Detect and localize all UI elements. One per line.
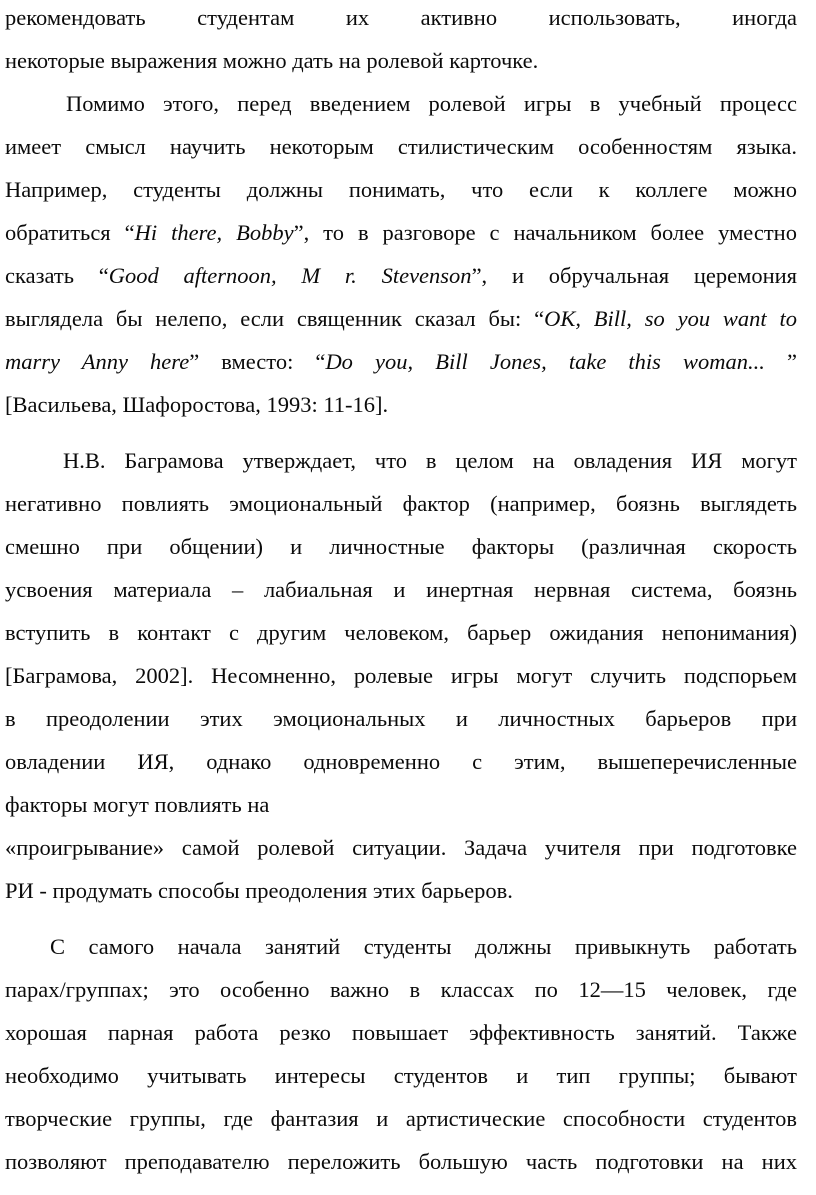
text-line	[5, 261, 797, 291]
text-run: факторы могут повлиять на	[5, 792, 270, 817]
text-run: творческие группы, где фантазия и артистические способности студентов	[5, 1106, 797, 1131]
italic-quote: Do you, Bill Jones, take this woman...	[325, 349, 765, 374]
text-line	[66, 89, 797, 119]
text-run: Н.В. Баграмова утверждает, что в целом на овладения ИЯ могут	[63, 448, 797, 473]
text-line	[5, 833, 797, 863]
text-line	[5, 132, 797, 162]
text-run: парах/группах; это особенно важно в классах по 12—15 человек, где	[5, 977, 797, 1002]
text-run: овладении ИЯ, однако одновременно с этим, вышеперечисленные	[5, 749, 797, 774]
text-line	[5, 1104, 797, 1134]
text-line	[5, 218, 797, 248]
text-line	[5, 1018, 797, 1048]
text-run: «проигрывание» самой ролевой ситуации. Задача учителя при подготовке	[5, 835, 797, 860]
text-line	[5, 618, 797, 648]
text-line	[5, 390, 797, 420]
text-run: хорошая парная работа резко повышает эффективность занятий. Также	[5, 1020, 797, 1045]
text-run: обратиться “	[5, 220, 135, 245]
text-run: ” вместо: “	[189, 349, 326, 374]
text-line	[5, 704, 797, 734]
italic-quote: marry Anny here	[5, 349, 190, 374]
text-run: [Васильева, Шафоростова, 1993: 11-16].	[5, 392, 389, 417]
text-line	[5, 532, 797, 562]
text-line	[5, 175, 797, 205]
text-line	[5, 304, 797, 334]
italic-quote: Hi there, Bobby	[134, 220, 294, 245]
text-line	[5, 747, 797, 777]
italic-quote: Good afternoon, M r. Stevenson	[108, 263, 472, 288]
text-line	[5, 975, 797, 1005]
text-run: РИ - продумать способы преодоления этих барьеров.	[5, 878, 513, 903]
text-line	[50, 932, 797, 962]
text-run: сказать “	[5, 263, 109, 288]
text-run: С самого начала занятий студенты должны привыкнуть работать	[50, 934, 797, 959]
text-line	[5, 3, 797, 33]
text-run: Помимо этого, перед введением ролевой игры в учебный процесс	[66, 91, 797, 116]
text-run: некоторые выражения можно дать на ролевой карточке.	[5, 48, 539, 73]
text-run: негативно повлиять эмоциональный фактор (например, боязнь выглядеть	[5, 491, 797, 516]
text-run: имеет смысл научить некоторым стилистическим особенностям языка.	[5, 134, 797, 159]
text-run: ”, и обручальная церемония	[471, 263, 798, 288]
text-line	[5, 1061, 797, 1091]
text-run: ”, то в разговоре с начальником более уместно	[293, 220, 797, 245]
italic-quote: OK, Bill, so you want to	[544, 306, 797, 331]
text-run: усвоения материала – лабиальная и инертная нервная система, боязнь	[5, 577, 797, 602]
text-line	[5, 575, 797, 605]
text-line	[63, 446, 797, 476]
text-line	[5, 46, 797, 76]
text-run: в преодолении этих эмоциональных и личностных барьеров при	[5, 706, 797, 731]
text-run: смешно при общении) и личностные факторы (различная скорость	[5, 534, 797, 559]
text-run: [Баграмова, 2002]. Несомненно, ролевые игры могут случить подспорьем	[5, 663, 797, 688]
text-line	[5, 347, 797, 377]
text-run: необходимо учитывать интересы студентов и тип группы; бывают	[5, 1063, 797, 1088]
text-run: ”	[764, 349, 797, 374]
text-line	[5, 790, 797, 820]
text-run: вступить в контакт с другим человеком, барьер ожидания непонимания)	[5, 620, 797, 645]
text-line	[5, 489, 797, 519]
text-run: позволяют преподавателю переложить большую часть подготовки на них	[5, 1149, 797, 1174]
text-line	[5, 876, 797, 906]
text-run: рекомендовать студентам их активно использовать, иногда	[5, 5, 797, 30]
text-run: выглядела бы нелепо, если священник сказал бы: “	[5, 306, 545, 331]
text-line	[5, 1147, 797, 1177]
text-line	[5, 661, 797, 691]
text-run: Например, студенты должны понимать, что если к коллеге можно	[5, 177, 797, 202]
